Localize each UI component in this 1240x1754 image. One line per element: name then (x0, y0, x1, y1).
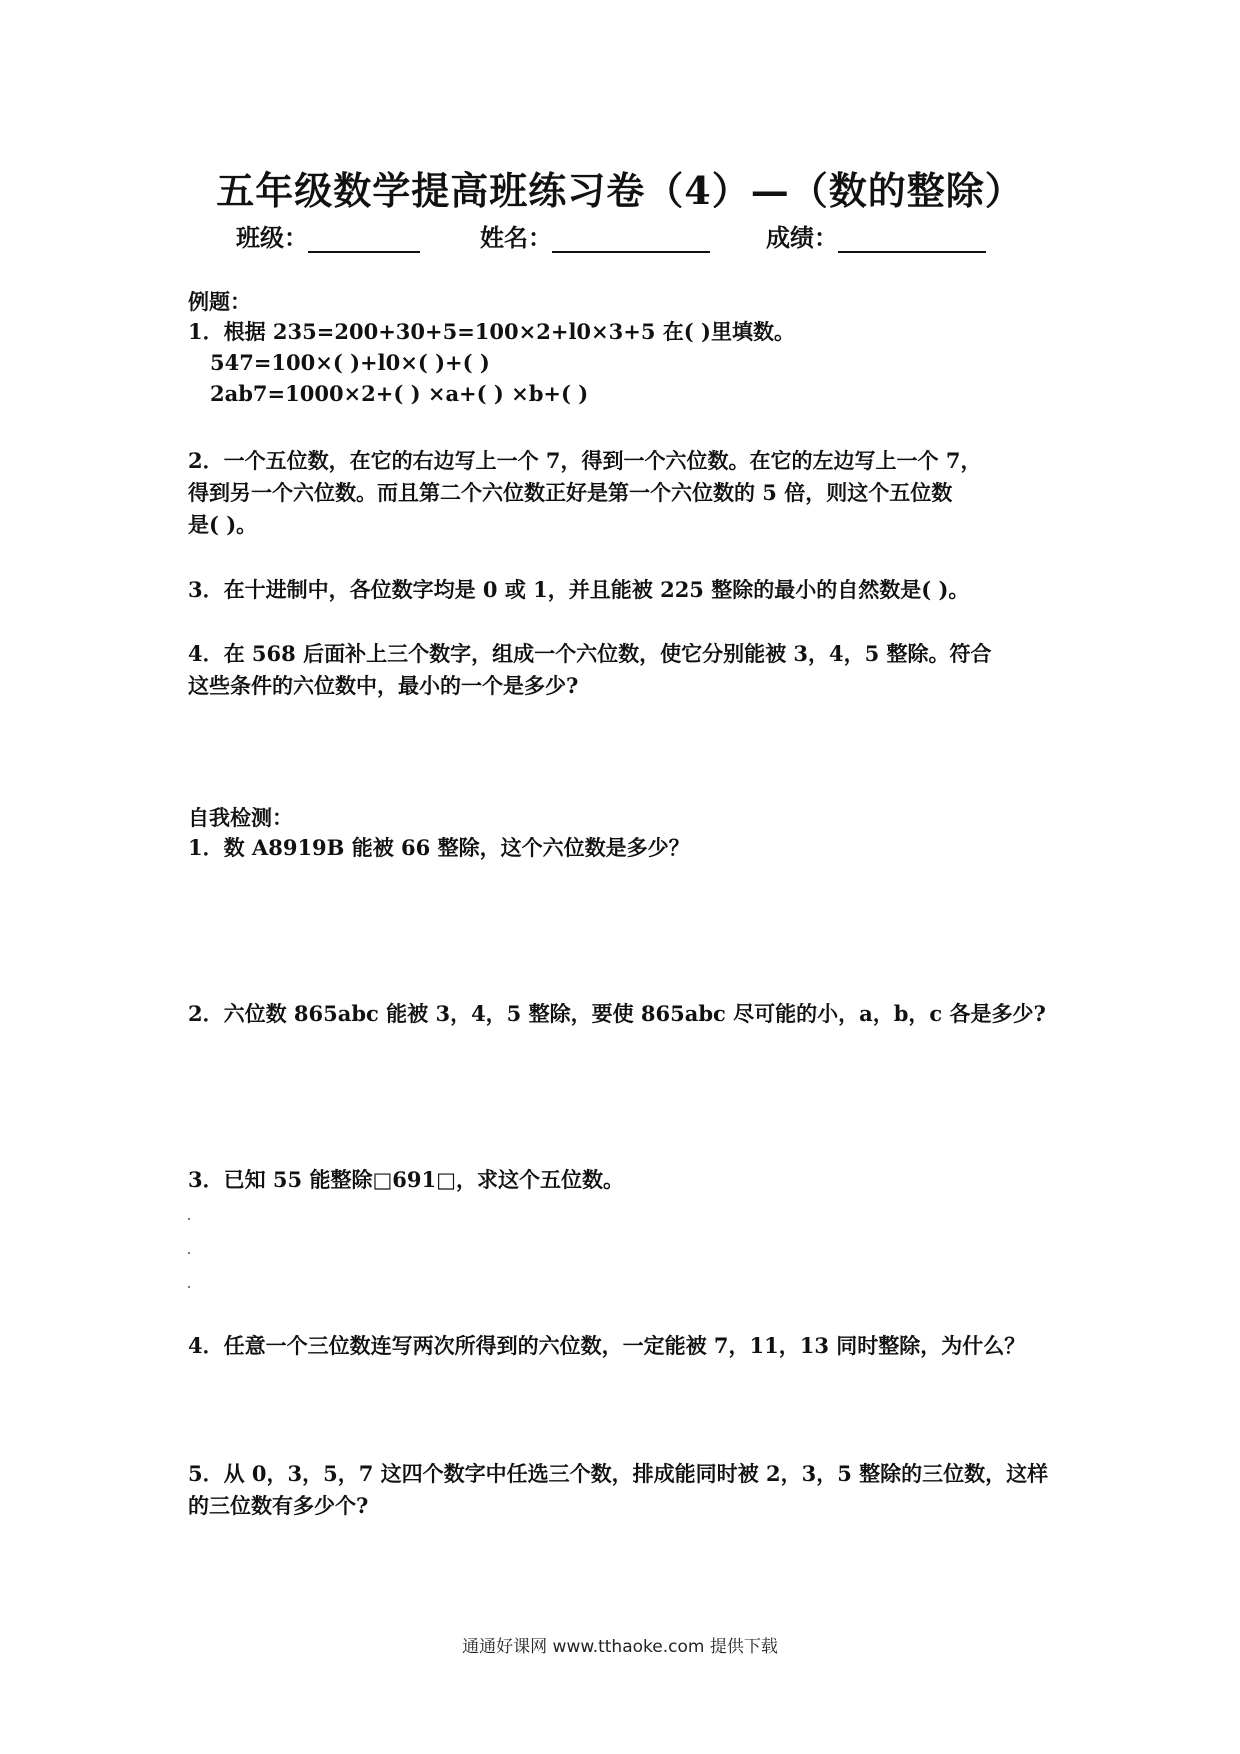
examples-heading: 例题： (188, 289, 251, 314)
example-q1-line3: 2ab7=1000×2+( ) ×a+( ) ×b+( ) (210, 381, 589, 406)
example-q2-line1: 2．一个五位数，在它的右边写上一个 7，得到一个六位数。在它的左边写上一个 7， (188, 448, 982, 473)
score-label: 成绩： (766, 223, 838, 252)
example-q2-line3: 是( )。 (188, 512, 258, 537)
self-test-heading: 自我检测： (188, 805, 293, 830)
name-field (480, 218, 710, 253)
class-blank (308, 225, 420, 253)
self-test-q5-line2: 的三位数有多少个? (188, 1493, 369, 1518)
example-q4-line2: 这些条件的六位数中，最小的一个是多少? (188, 673, 579, 698)
page-title: 五年级数学提高班练习卷（4）—（数的整除） (216, 168, 1024, 213)
scan-speck (188, 1218, 190, 1220)
example-q4-line1: 4．在 568 后面补上三个数字，组成一个六位数，使它分别能被 3，4，5 整除。符合 (188, 641, 992, 666)
scan-speck (188, 1252, 190, 1254)
scan-speck (188, 1286, 190, 1288)
example-q2-line2: 得到另一个六位数。而且第二个六位数正好是第一个六位数的 5 倍，则这个五位数 (188, 480, 953, 505)
name-blank (552, 225, 710, 253)
footer-source: 通通好课网 www.tthaoke.com 提供下载 (462, 1637, 778, 1657)
example-q3-line1: 3．在十进制中，各位数字均是 0 或 1，并且能被 225 整除的最小的自然数是( )。 (188, 577, 970, 602)
self-test-q2: 2．六位数 865abc 能被 3，4，5 整除，要使 865abc 尽可能的小，a，b，c 各是多少? (188, 1001, 1046, 1026)
self-test-q5-line1: 5．从 0，3，5，7 这四个数字中任选三个数，排成能同时被 2，3，5 整除的三位数，这样 (188, 1461, 1049, 1486)
class-label: 班级： (236, 223, 308, 252)
class-field (236, 218, 420, 253)
score-blank (838, 225, 986, 253)
example-q1-line2: 547=100×( )+l0×( )+( ) (210, 350, 490, 375)
score-field (766, 218, 986, 253)
self-test-q1: 1．数 A8919B 能被 66 整除，这个六位数是多少？ (188, 835, 690, 860)
name-label: 姓名： (480, 223, 552, 252)
student-info-row (236, 218, 1016, 258)
self-test-q3: 3．已知 55 能整除□691□，求这个五位数。 (188, 1167, 624, 1192)
example-q1-line1: 1．根据 235=200+30+5=100×2+l0×3+5 在( )里填数。 (188, 319, 795, 344)
self-test-q4: 4．任意一个三位数连写两次所得到的六位数，一定能被 7，11，13 同时整除，为什么？ (188, 1333, 1026, 1358)
